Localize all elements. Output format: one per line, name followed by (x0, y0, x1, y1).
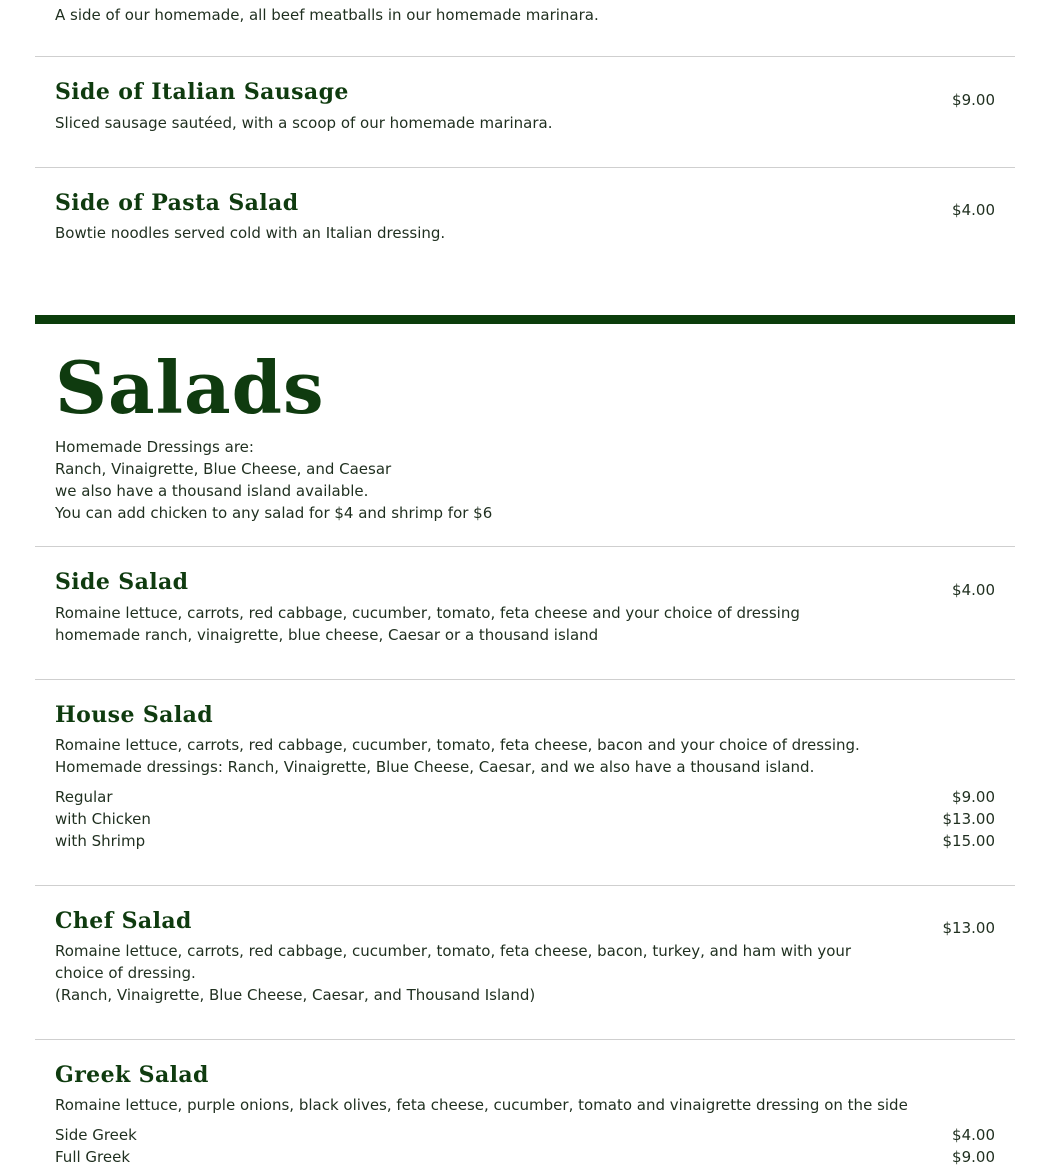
menu-item-chef-salad (35, 886, 1015, 1040)
variant-label: Full Greek (55, 1148, 131, 1166)
intro-line: Ranch, Vinaigrette, Blue Cheese, and Caesar (55, 460, 392, 478)
item-name: House Salad (55, 702, 214, 728)
item-description-line: Homemade dressings: Ranch, Vinaigrette, Blue Cheese, Caesar, and we also have a thousand island. (55, 758, 815, 776)
item-description: Romaine lettuce, purple onions, black olives, feta cheese, cucumber, tomato and vinaigrette dressing on the side (55, 1096, 908, 1114)
item-name: Greek Salad (55, 1062, 209, 1088)
item-description-line: choice of dressing. (55, 964, 196, 982)
item-description: Bowtie noodles served cold with an Italian dressing. (55, 224, 446, 242)
item-description: A side of our homemade, all beef meatballs in our homemade marinara. (55, 6, 599, 24)
section-divider-bar (35, 315, 1015, 324)
menu-item-side-salad (35, 547, 1015, 680)
menu-item-house-salad (35, 680, 1015, 886)
variant-price: $15.00 (942, 832, 995, 850)
price-variant-row (55, 786, 995, 808)
item-name: Side of Pasta Salad (55, 190, 299, 216)
menu-item-side-of-pasta-salad (35, 168, 1015, 278)
price-variant-row (55, 1124, 995, 1146)
section-title: Salads (55, 345, 325, 430)
menu-item-side-of-meatballs (35, 0, 1015, 57)
variant-price: $9.00 (952, 788, 995, 806)
variant-label: with Chicken (55, 810, 151, 828)
item-description-line: (Ranch, Vinaigrette, Blue Cheese, Caesar, and Thousand Island) (55, 986, 536, 1004)
item-description-line: Romaine lettuce, carrots, red cabbage, cucumber, tomato, feta cheese, bacon and your choice of dressing. (55, 736, 860, 754)
intro-line: Homemade Dressings are: (55, 438, 254, 456)
item-name: Chef Salad (55, 908, 192, 934)
section-intro (55, 436, 492, 524)
item-name: Side Salad (55, 569, 189, 595)
intro-line: You can add chicken to any salad for $4 and shrimp for $6 (55, 504, 493, 522)
variant-price: $4.00 (952, 1126, 995, 1144)
variant-price: $13.00 (942, 810, 995, 828)
price-variant-row (55, 808, 995, 830)
price-variants (55, 1124, 995, 1168)
item-price: $4.00 (952, 581, 995, 599)
variant-label: with Shrimp (55, 832, 146, 850)
menu-item-greek-salad (35, 1040, 1015, 1174)
variant-label: Side Greek (55, 1126, 137, 1144)
price-variant-row (55, 830, 995, 852)
variant-price: $9.00 (952, 1148, 995, 1166)
item-description: Sliced sausage sautéed, with a scoop of our homemade marinara. (55, 114, 553, 132)
item-description-line: homemade ranch, vinaigrette, blue cheese, Caesar or a thousand island (55, 626, 599, 644)
intro-line: we also have a thousand island available. (55, 482, 369, 500)
item-name: Side of Italian Sausage (55, 79, 349, 105)
item-price: $13.00 (942, 919, 995, 937)
price-variants (55, 786, 995, 852)
price-variant-row (55, 1146, 995, 1168)
item-description-line: Romaine lettuce, carrots, red cabbage, cucumber, tomato, feta cheese and your choice of dressing (55, 604, 800, 622)
menu-item-side-of-italian-sausage (35, 57, 1015, 168)
item-price: $9.00 (952, 91, 995, 109)
item-price: $4.00 (952, 201, 995, 219)
variant-label: Regular (55, 788, 113, 806)
item-description-line: Romaine lettuce, carrots, red cabbage, cucumber, tomato, feta cheese, bacon, turkey, and ham with your (55, 942, 852, 960)
